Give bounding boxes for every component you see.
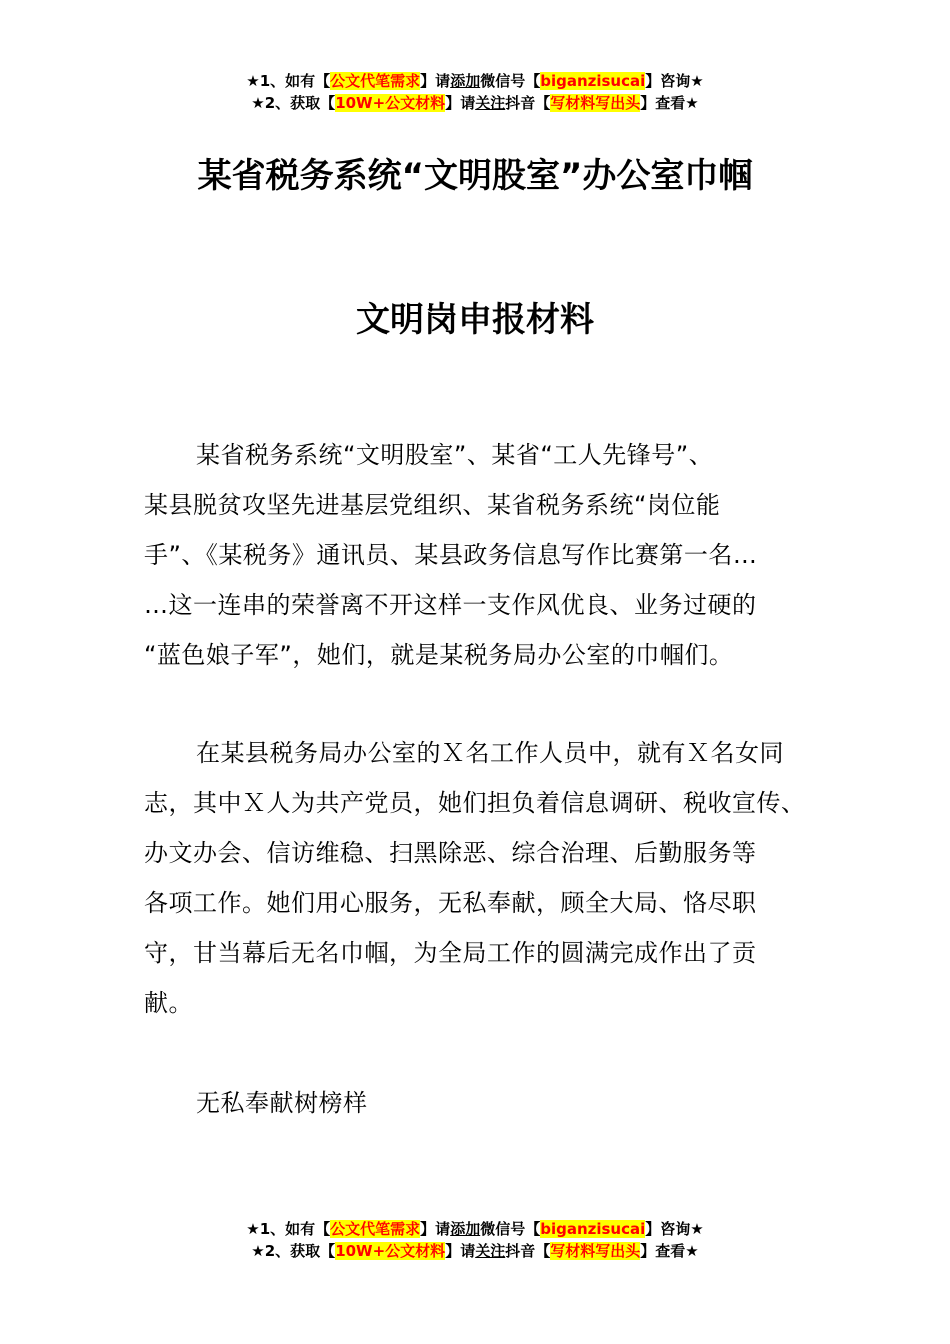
paragraph-line: 办文办会、信访维稳、扫黑除恶、综合治理、后勤服务等 [144, 839, 757, 867]
paragraph-line: 志，其中Ｘ人为共产党员，她们担负着信息调研、税收宣传、 [144, 789, 806, 817]
paragraph-line: 手”、《某税务》通讯员、某县政务信息写作比赛第一名… [144, 541, 758, 569]
section-heading [144, 1078, 808, 1128]
banner-line-1: ★1、如有【公文代笔需求】请添加微信号【biganzisucai】咨询★ [246, 72, 704, 90]
banner-line-2: ★2、获取【10W+公文材料】请关注抖音【写材料写出头】查看★ [251, 94, 699, 112]
document-title-line-2: 文明岗申报材料 [356, 300, 594, 340]
wechat-id-highlight: biganzisucai [540, 1220, 646, 1238]
paragraph-line: 某省税务系统“文明股室”、某省“工人先锋号”、 [196, 441, 714, 469]
materials-highlight: 10W+公文材料 [335, 1242, 446, 1260]
service-highlight: 公文代笔需求 [330, 1220, 421, 1238]
footer-banner [0, 1218, 950, 1262]
paragraph-line: 某县脱贫攻坚先进基层党组织、某省税务系统“岗位能 [144, 491, 721, 519]
wechat-id-highlight: biganzisucai [540, 72, 646, 90]
banner-line-1: ★1、如有【公文代笔需求】请添加微信号【biganzisucai】咨询★ [246, 1220, 704, 1238]
douyin-account-highlight: 写材料写出头 [550, 94, 641, 112]
paragraph-line: …这一连串的荣誉离不开这样一支作风优良、业务过硬的 [144, 591, 757, 619]
header-banner [0, 70, 950, 114]
paragraph-line: 守，甘当幕后无名巾帼，为全局工作的圆满完成作出了贡 [144, 939, 757, 967]
paragraph-line: 献。 [144, 989, 193, 1017]
section-heading-text: 无私奉献树榜样 [196, 1089, 368, 1117]
service-highlight: 公文代笔需求 [330, 72, 421, 90]
paragraph-line: 在某县税务局办公室的Ｘ名工作人员中，就有Ｘ名女同 [196, 739, 784, 767]
banner-line-2: ★2、获取【10W+公文材料】请关注抖音【写材料写出头】查看★ [251, 1242, 699, 1260]
body-paragraph-2 [144, 728, 808, 1028]
paragraph-line: “蓝色娘子军”，她们，就是某税务局办公室的巾帼们。 [144, 641, 734, 669]
document-title-line-1: 某省税务系统“文明股室”办公室巾帼 [197, 156, 753, 196]
douyin-account-highlight: 写材料写出头 [550, 1242, 641, 1260]
body-paragraph-1 [144, 430, 808, 680]
materials-highlight: 10W+公文材料 [335, 94, 446, 112]
paragraph-line: 各项工作。她们用心服务，无私奉献，顾全大局、恪尽职 [144, 889, 757, 917]
